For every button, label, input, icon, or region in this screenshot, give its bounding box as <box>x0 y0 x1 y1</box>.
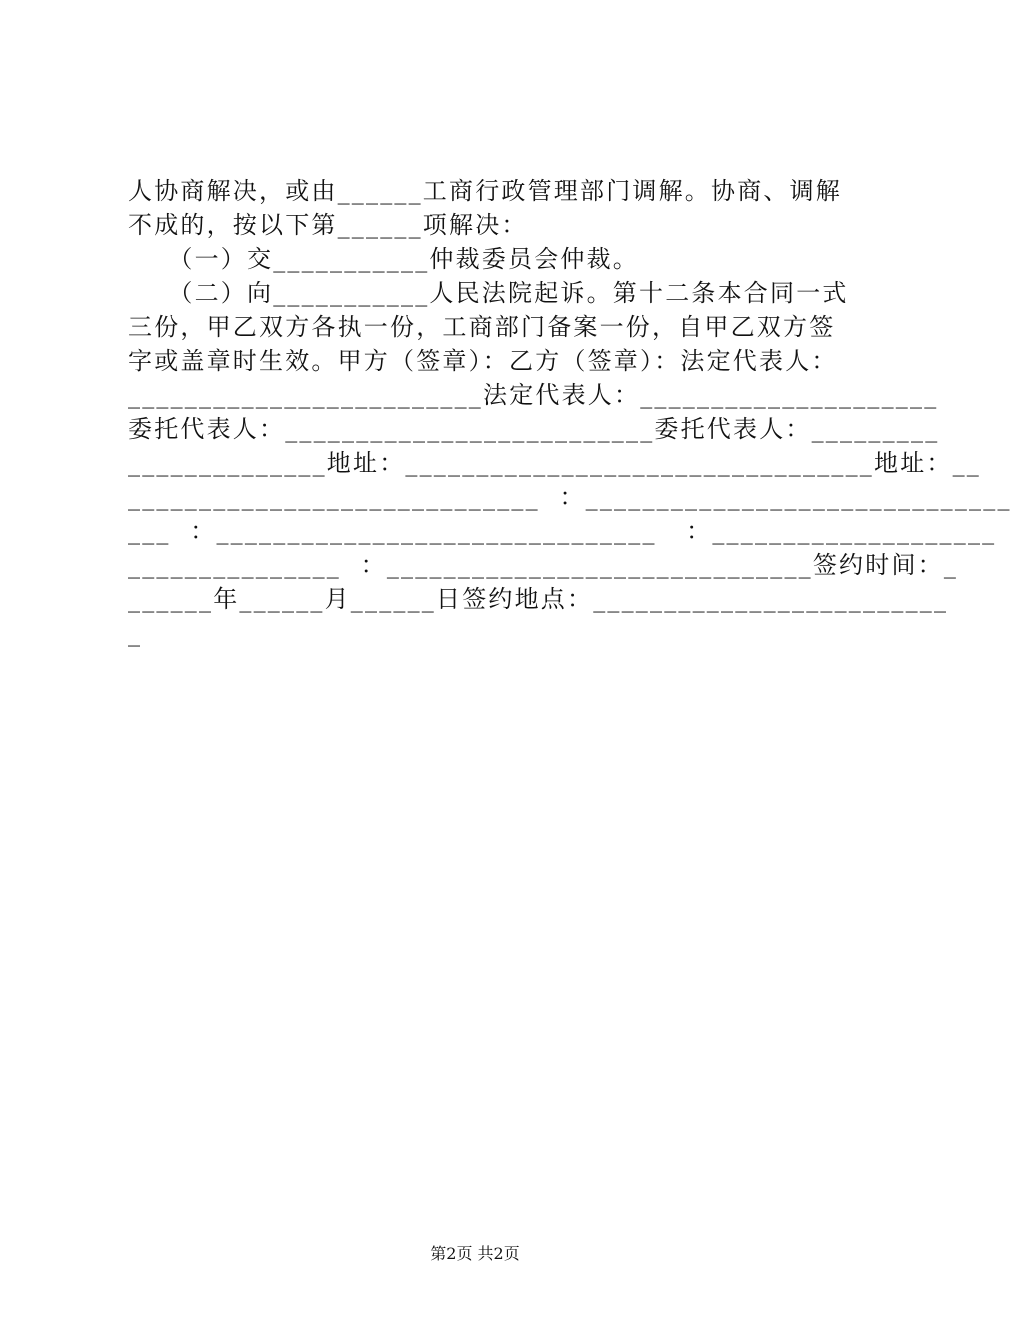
text-line: 委托代表人：__________________________委托代表人：_________ <box>128 415 940 443</box>
text-line: _____________________________ ：______________________________ <box>128 483 1012 511</box>
text-line: _________________________法定代表人：_____________________ <box>128 381 939 409</box>
text-line: ___ ：_______________________________ ：____________________ <box>128 517 997 545</box>
contract-body-text <box>128 174 1012 650</box>
text-line: _______________ ：______________________________签约时间：_ <box>128 551 959 579</box>
text-line: 字或盖章时生效。甲方（签章）：乙方（签章）：法定代表人： <box>128 347 838 375</box>
text-line: 人协商解决，或由______工商行政管理部门调解。协商、调解 <box>128 177 842 205</box>
text-line: 不成的，按以下第______项解决： <box>128 211 528 239</box>
page-number-footer: 第2页 共2页 <box>430 1244 520 1263</box>
text-line: _ <box>128 619 143 647</box>
text-line: ______________地址：_________________________________地址：__ <box>128 449 981 477</box>
text-line: （二）向___________人民法院起诉。第十二条本合同一式 <box>128 279 849 307</box>
text-line: （一）交___________仲裁委员会仲裁。 <box>128 245 639 273</box>
text-line: 三份，甲乙双方各执一份，工商部门备案一份，自甲乙双方签 <box>128 313 836 341</box>
text-line: ______年______月______日签约地点：_________________________ <box>128 585 949 613</box>
